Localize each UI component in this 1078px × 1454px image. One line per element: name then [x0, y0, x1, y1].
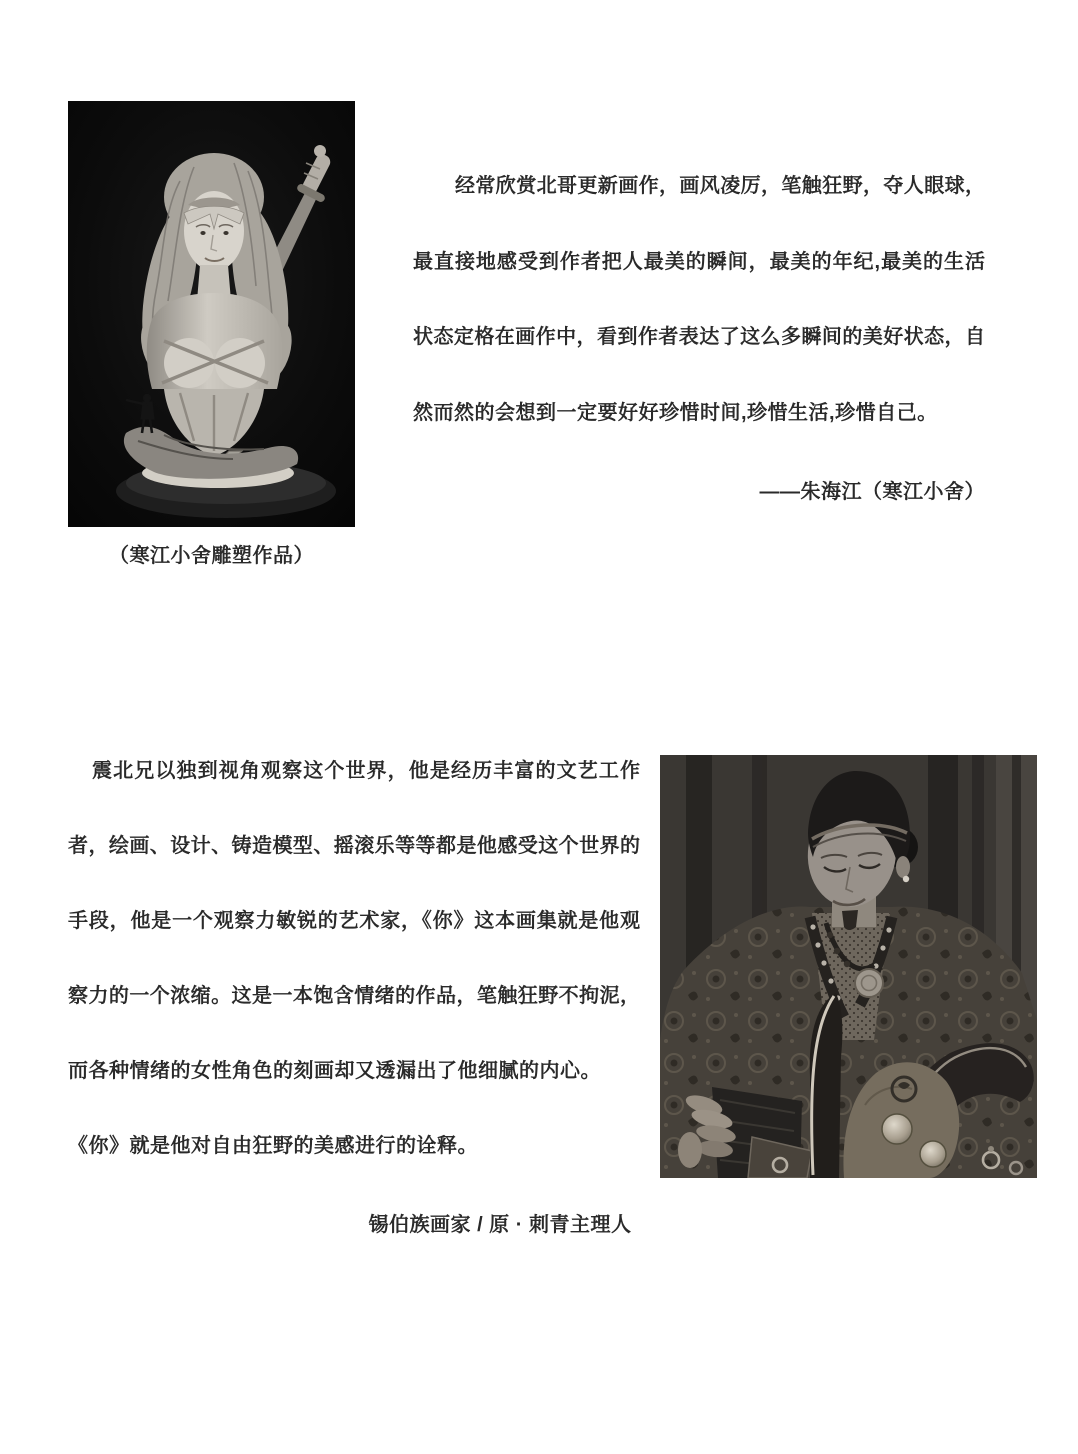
quote-line-1: 经常欣赏北哥更新画作，画风凌厉，笔触狂野，夺人眼球，: [455, 175, 985, 197]
quote-attribution: ——朱海江（寒江小舍）: [759, 481, 985, 503]
intro-line-4: 察力的一个浓缩。这是一本饱含情绪的作品，笔触狂野不拘泥，: [68, 985, 640, 1007]
artist-photo: [660, 755, 1037, 1178]
goatee-shape: [842, 910, 858, 930]
intro-line-2: 者，绘画、设计、铸造模型、摇滚乐等等都是他感受这个世界的: [68, 835, 640, 857]
intro-line-6: 《你》就是他对自由狂野的美感进行的诠释。: [68, 1135, 478, 1157]
intro-line-5: 而各种情绪的女性角色的刻画却又透漏出了他细腻的内心。: [68, 1060, 601, 1082]
ear-shape: [896, 856, 910, 878]
quote-line-2: 最直接地感受到作者把人最美的瞬间，最美的年纪,最美的生活: [413, 251, 985, 273]
quote-line-3: 状态定格在画作中，看到作者表达了这么多瞬间的美好状态，自: [413, 326, 985, 348]
earring-shape: [903, 876, 909, 882]
sculpture-photo: [68, 101, 355, 527]
artist-byline: 锡伯族画家 / 原 · 刺青主理人: [368, 1214, 632, 1236]
intro-line-3: 手段，他是一个观察力敏锐的艺术家，《你》这本画集就是他观: [68, 910, 640, 932]
sculpture-illustration: [68, 101, 355, 527]
intro-line-1: 震北兄以独到视角观察这个世界，他是经历丰富的文艺工作: [92, 760, 640, 782]
artist-portrait-illustration: [660, 755, 1037, 1178]
quote-line-4: 然而然的会想到一定要好好珍惜时间,珍惜生活,珍惜自己。: [413, 402, 938, 424]
sculpture-photo-caption: （寒江小舍雕塑作品）: [109, 545, 314, 567]
